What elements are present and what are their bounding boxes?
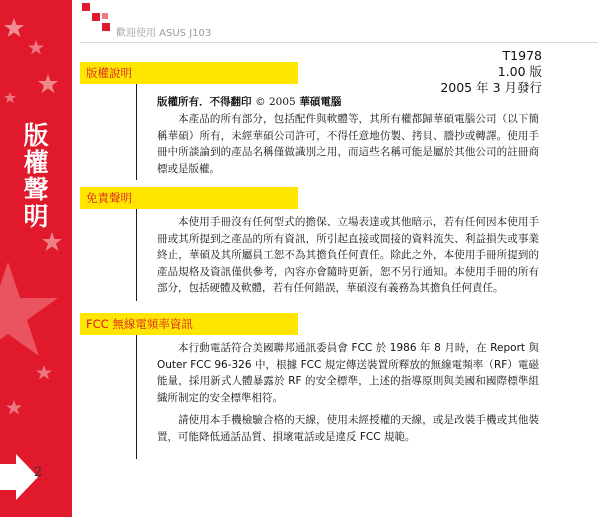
section-heading-copyright: 版權說明 <box>80 62 298 84</box>
document-meta <box>440 48 542 96</box>
page-number: 2 <box>33 465 43 480</box>
section-vertical-line <box>136 335 137 459</box>
copyright-suffix: 華碩電腦 <box>295 96 342 108</box>
sidebar-title-char: 版 <box>23 121 49 150</box>
section-vertical-line <box>136 84 137 180</box>
sidebar-title-char: 權 <box>23 148 49 177</box>
doc-version: 1.00 版 <box>497 64 542 79</box>
copyright-line <box>157 94 341 109</box>
paragraph: 本產品的所有部分，包括配件與軟體等，其所有權都歸華碩電腦公司（以下簡稱華碩）所有，未經華碩公司許可，不得任意地仿製、拷貝、謄抄或轉譯。使用手冊中所談論到的產品名稱僅做識別之用，而這些名稱可能是屬於其他公司的註冊商標或是版權。 <box>157 113 539 175</box>
header-divider <box>80 42 598 43</box>
star-decoration <box>0 0 72 517</box>
copyright-prefix: 版權所有．不得翻印 <box>157 96 256 108</box>
header-logo-squares <box>80 3 116 39</box>
sidebar-title <box>8 122 64 230</box>
sidebar-title-char: 明 <box>23 202 49 231</box>
paragraph: 本使用手冊沒有任何型式的擔保、立場表達或其他暗示，若有任何因本使用手冊或其所提到之產品的所有資訊，所引起直接或間接的資料流失、利益損失或事業終止，華碩及其所屬員工恕不為其擔負任何責任。除此之外，本使用手冊所提到的產品規格及資訊僅供參考，內容亦會隨時更新，恕不另行通知。本使用手冊的所有部分，包括硬體及軟體，若有任何錯誤，華碩沒有義務為其擔負任何責任。 <box>157 216 539 294</box>
sidebar <box>0 0 72 517</box>
paragraph: 本行動電話符合美國聯邦通訊委員會 FCC 於 1986 年 8 月時，在 Report 與 Outer FCC 96-326 中，根據 FCC 規定傳送裝置所釋放的無線電頻率（RF）電磁能量，採用新式人體暴露於 RF 的安全標準，上述的指導原則與美國和國際標準組織所制定的安全標準相符。 <box>157 342 539 404</box>
paragraph: 請使用本手機檢驗合格的天線，使用未經授權的天線，或是改裝手機或其他裝置，可能降低通話品質、損壞電話或是違反 FCC 規範。 <box>157 414 539 443</box>
section-heading-disclaimer: 免責聲明 <box>80 187 298 209</box>
doc-date: 2005 年 3 月發行 <box>440 80 542 95</box>
section-vertical-line <box>136 209 137 301</box>
doc-id: T1978 <box>502 48 542 63</box>
sidebar-title-char: 聲 <box>23 175 49 204</box>
section-heading-fcc: FCC 無線電頻率資訊 <box>80 313 298 335</box>
copyright-symbol: © 2005 <box>255 96 296 108</box>
header-title: 歡迎使用 ASUS J103 <box>116 28 212 39</box>
